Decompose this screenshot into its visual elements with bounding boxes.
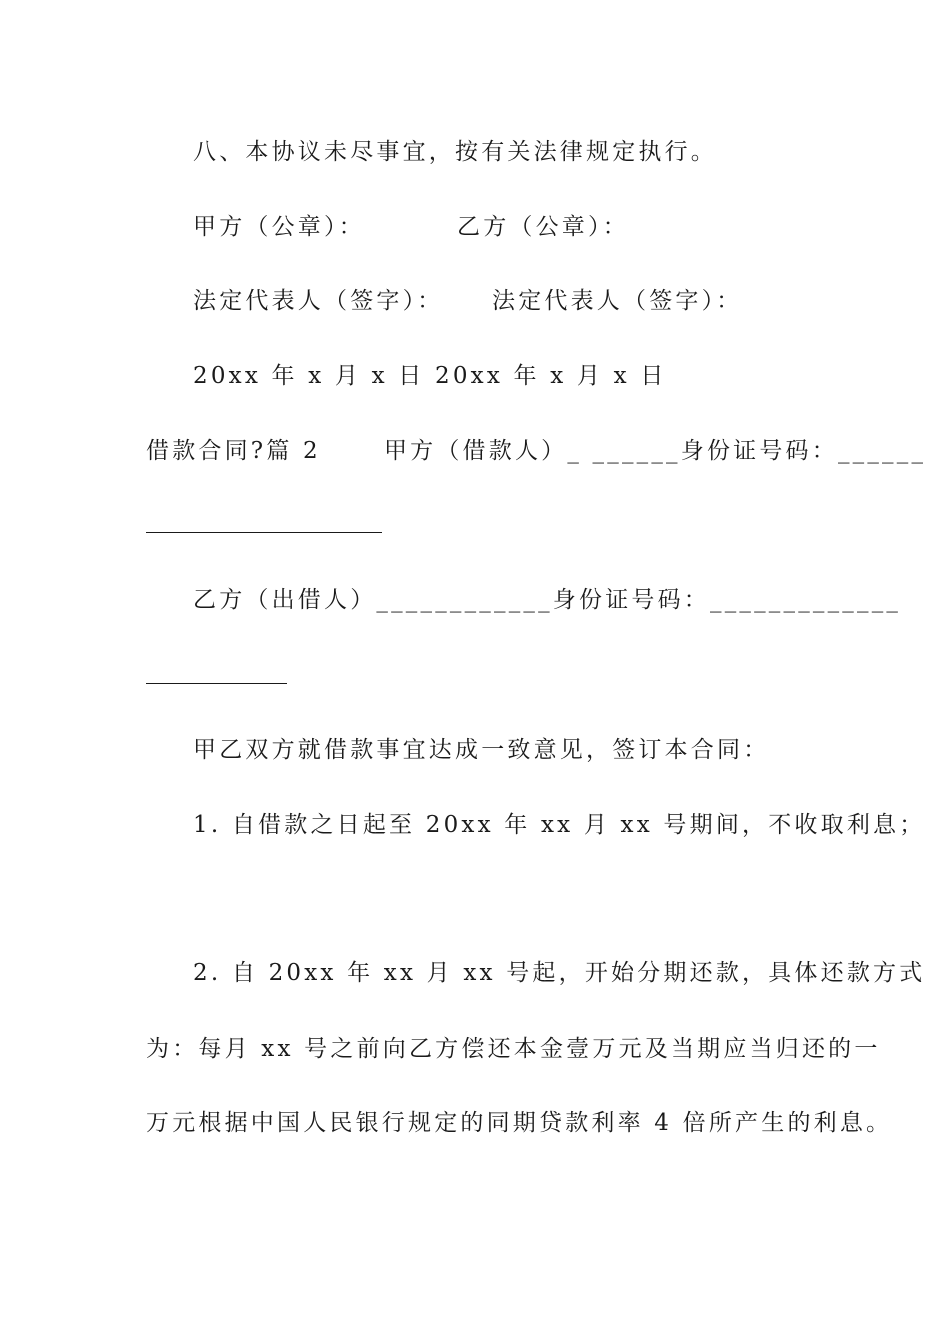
contract-intro: 甲乙双方就借款事宜达成一致意见，签订本合同： — [193, 737, 770, 763]
lender-line: 乙方（出借人）____________身份证号码：_____________ — [193, 587, 902, 613]
blank-underline — [146, 683, 287, 684]
item-2-line-3: 万元根据中国人民银行规定的同期贷款利率 4 倍所产生的利息。 — [146, 1110, 893, 1136]
date-line: 20xx 年 x 月 x 日 20xx 年 x 月 x 日 — [193, 363, 667, 389]
blank-underline — [146, 532, 382, 533]
contract-2-heading-line: 借款合同?篇 2 甲方（借款人）_ ______身份证号码：______ — [146, 438, 927, 464]
clause-8-text: 八、本协议未尽事宜，按有关法律规定执行。 — [193, 139, 717, 165]
party-a-seal-label: 甲方（公章）： — [193, 214, 365, 240]
item-2-line-2: 为：每月 xx 号之前向乙方偿还本金壹万元及当期应当归还的一 — [146, 1036, 881, 1062]
party-b-rep-label: 法定代表人（签字）： — [492, 288, 743, 314]
party-b-seal-label: 乙方（公章）： — [457, 214, 629, 240]
item-1-text: 1. 自借款之日起至 20xx 年 xx 月 xx 号期间，不收取利息； — [193, 812, 926, 838]
item-2-line-1: 2. 自 20xx 年 xx 月 xx 号起，开始分期还款，具体还款方式 — [193, 960, 926, 986]
party-a-rep-label: 法定代表人（签字）： — [193, 288, 444, 314]
